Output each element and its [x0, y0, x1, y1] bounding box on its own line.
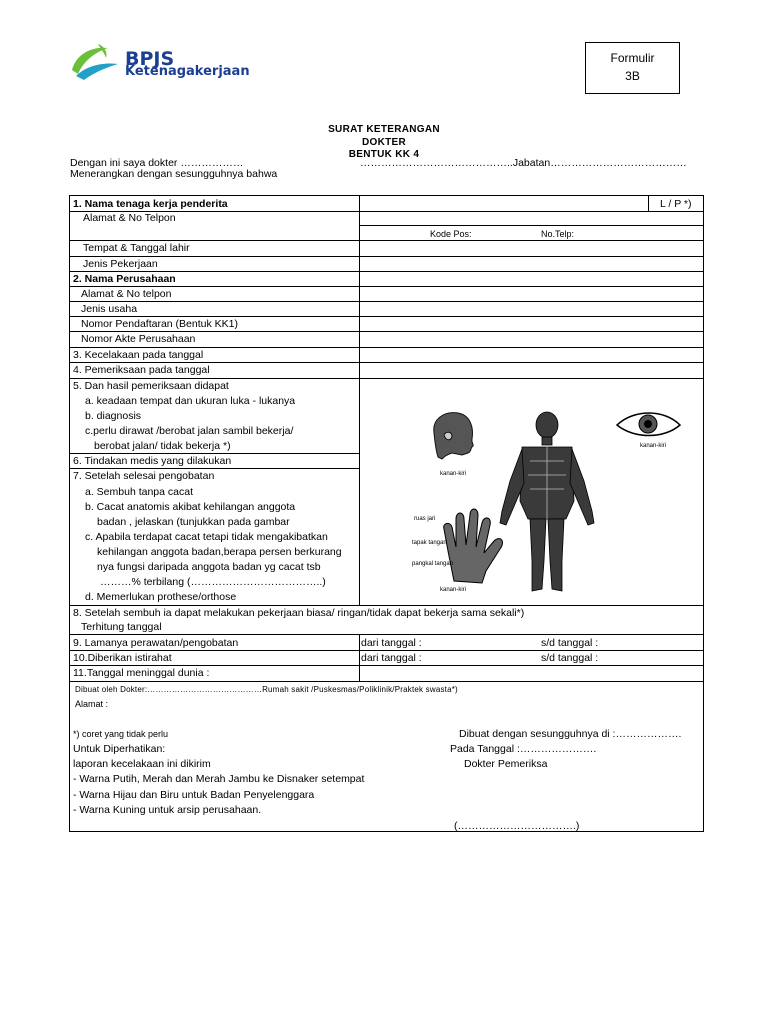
row5-label: 5. Dan hasil pemeriksaan didapat [73, 380, 229, 392]
untuk-diperhatikan: Untuk Diperhatikan: [73, 743, 166, 755]
laporan-note: laporan kecelakaan ini dikirim [73, 758, 211, 770]
intro-doctor: Dengan ini saya dokter ……………… [70, 157, 244, 169]
signature-line: (…………………………….) [454, 820, 580, 832]
row9-label: 9. Lamanya perawatan/pengobatan [73, 637, 239, 649]
row8-label: 8. Setelah sembuh ia dapat melakukan pekerjaan biasa/ ringan/tidak dapat bekerja sama sekali*) [73, 607, 525, 619]
row10-to: s/d tanggal : [541, 652, 599, 664]
ruas-jari-label: ruas jari [414, 516, 436, 522]
row7b-label: b. Cacat anatomis akibat kehilangan anggota [85, 501, 296, 513]
dibuat-dengan: Dibuat dengan sesungguhnya di :………………. [459, 728, 682, 740]
row8a-label: Terhitung tanggal [81, 621, 162, 633]
row5b-label: b. diagnosis [85, 410, 142, 422]
row9-to: s/d tanggal : [541, 637, 599, 649]
warna-note-1: - Warna Putih, Merah dan Merah Jambu ke Disnaker setempat [73, 773, 365, 785]
row7-label: 7. Setelah selesai pengobatan [73, 470, 215, 482]
row1-label: 1. Nama tenaga kerja penderita [73, 198, 228, 210]
hand-label: kanan-kiri [440, 587, 467, 593]
intro-jabatan: ……………………………………..Jabatan………………………………… [360, 157, 687, 169]
row7b-label-2: badan , jelaskan (tunjukkan pada gambar [97, 516, 290, 528]
eye-icon [617, 413, 680, 436]
row5c-label-2: berobat jalan/ tidak bekerja *) [94, 440, 231, 452]
row2b-label: Jenis usaha [81, 303, 138, 315]
row7d-label: d. Memerlukan prothese/orthose [85, 591, 237, 603]
no-telp-label: No.Telp: [541, 229, 575, 239]
row7c-label-3: nya fungsi daripada anggota badan yg cacat tsb [97, 561, 321, 573]
kode-pos-label: Kode Pos: [430, 229, 472, 239]
row9-from: dari tanggal : [361, 637, 422, 649]
row2c-label: Nomor Pendaftaran (Bentuk KK1) [81, 318, 238, 330]
row5a-label: a. keadaan tempat dan ukuran luka - lukanya [85, 395, 296, 407]
row2d-label: Nomor Akte Perusahaan [81, 333, 196, 345]
form-code-box [585, 42, 680, 94]
title-line2: DOKTER [361, 137, 407, 148]
row11-label: 11.Tanggal meninggal dunia : [73, 667, 210, 679]
human-body-icon [500, 412, 594, 591]
row6-label: 6. Tindakan medis yang dilakukan [73, 455, 232, 467]
row7a-label: a. Sembuh tanpa cacat [85, 486, 193, 498]
title-line3: BENTUK KK 4 [348, 149, 420, 160]
warna-note-3: - Warna Kuning untuk arsip perusahaan. [73, 804, 262, 816]
gender-option: L / P *) [660, 198, 692, 210]
coret-note: *) coret yang tidak perlu [73, 729, 169, 739]
title-line1: SURAT KETERANGAN [328, 124, 440, 135]
row1c-label: Jenis Pekerjaan [83, 258, 158, 270]
row7c-label-2: kehilangan anggota badan,berapa persen berkurang [97, 546, 342, 558]
dokter-pemeriksa: Dokter Pemeriksa [464, 758, 548, 770]
row4-label: 4. Pemeriksaan pada tanggal [73, 364, 210, 376]
form-label: Formulir [610, 51, 655, 65]
alamat-label: Alamat : [75, 699, 109, 709]
dibuat-oleh: Dibuat oleh Dokter:……………………………………Rumah sakit /Puskesmas/Poliklinik/Praktek swasta*) [75, 685, 458, 694]
row7c-label: c. Apabila terdapat cacat tetapi tidak mengakibatkan [85, 531, 328, 543]
body-diagram-figure [382, 391, 702, 601]
bpjs-logo-icon [68, 40, 124, 82]
form-table [69, 195, 704, 832]
row2-label: 2. Nama Perusahaan [73, 273, 176, 285]
head-label: kanan-kiri [440, 471, 467, 477]
row2a-label: Alamat & No telpon [81, 288, 172, 300]
row7c-percent: ………% terbilang (………………………………..) [100, 576, 326, 588]
hand-icon [444, 509, 503, 583]
row1b-label: Tempat & Tanggal lahir [83, 242, 190, 254]
logo-subtitle: Ketenagakerjaan [125, 64, 250, 79]
pada-tanggal: Pada Tanggal :…………………. [450, 743, 597, 755]
row3-label: 3. Kecelakaan pada tanggal [73, 349, 204, 361]
row10-from: dari tanggal : [361, 652, 422, 664]
tapak-tangan-label: tapak tangan [412, 540, 447, 546]
intro-statement: Menerangkan dengan sesungguhnya bahwa [70, 168, 278, 180]
logo-name: BPJS [125, 48, 175, 70]
warna-note-2: - Warna Hijau dan Biru untuk Badan Penyelenggara [73, 789, 315, 801]
form-code: 3B [625, 69, 640, 83]
pangkal-tangan-label: pangkal tangan [412, 561, 454, 567]
row10-label: 10.Diberikan istirahat [73, 652, 172, 664]
row1a-label: Alamat & No Telpon [83, 212, 176, 224]
row5c-label: c.perlu dirawat /berobat jalan sambil bekerja/ [85, 425, 294, 437]
eye-label: kanan-kiri [640, 443, 667, 449]
head-profile-icon [434, 413, 473, 459]
